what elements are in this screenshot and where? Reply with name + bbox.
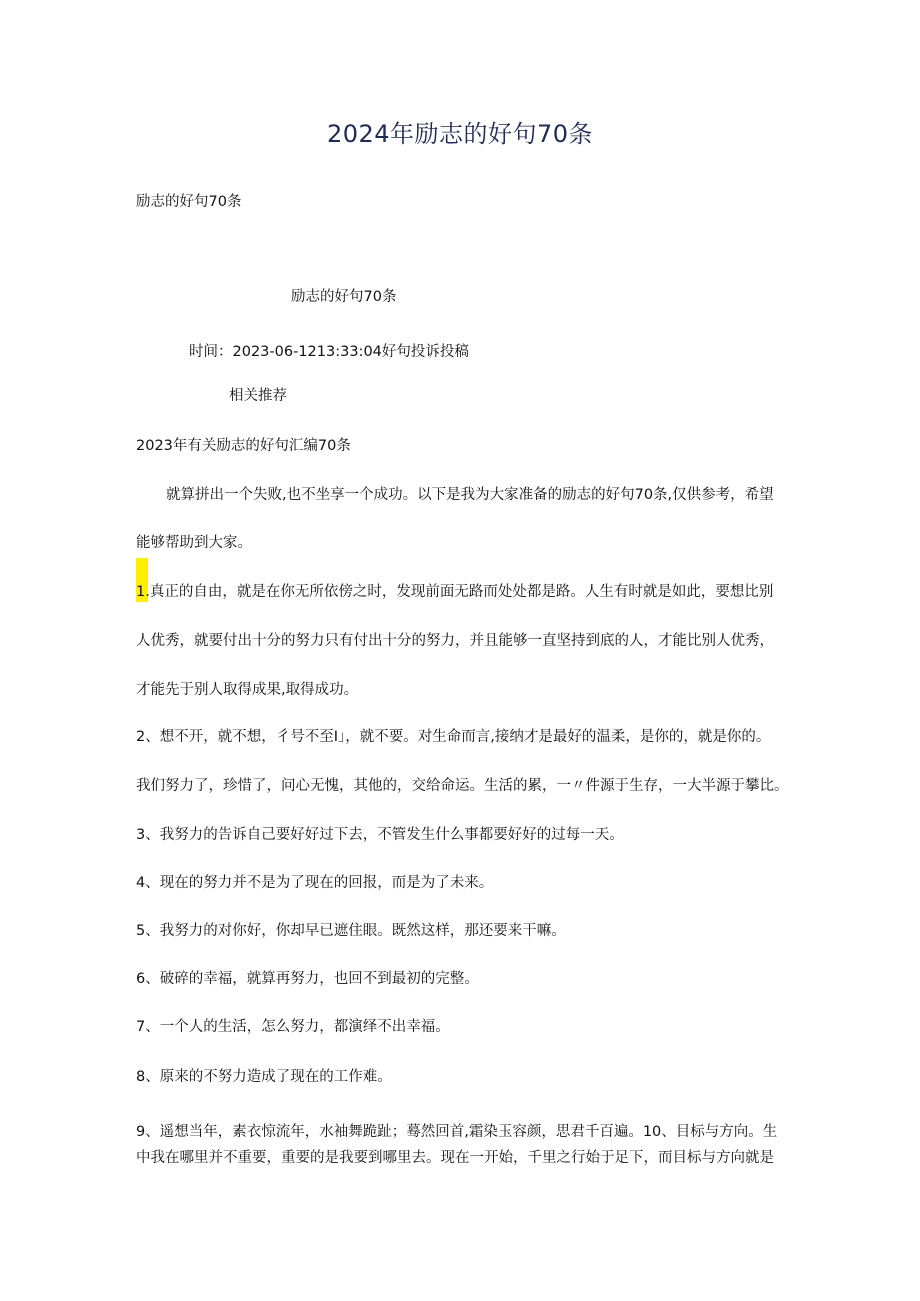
sub-title: 励志的好句70条: [291, 289, 397, 305]
header-line: 励志的好句70条: [136, 194, 242, 210]
item-5: 5、我努力的对你好，你却早已遮住眼。既然这样，那还要来干嘛。: [136, 923, 566, 939]
item-4: 4、现在的努力并不是为了现在的回报，而是为了未来。: [136, 875, 494, 891]
related-label: 相关推荐: [229, 388, 287, 404]
item-3: 3、我努力的告诉自己要好好过下去，不管发生什么事都要好好的过每一天。: [136, 827, 624, 843]
meta-line: 时间：2023-06-1213:33:04好句投诉投稿: [189, 344, 469, 360]
intro-line-2: 能够帮助到大家。: [136, 535, 252, 551]
item-1-line-3: 才能先于别人取得成果,取得成功。: [136, 682, 359, 698]
item-6: 6、破碎的幸福，就算再努力，也回不到最初的完整。: [136, 971, 479, 987]
item-1-line-1: 1.真正的自由，就是在你无所依傍之时，发现前面无路而处处都是路。人生有时就是如此，要想比别: [136, 584, 774, 600]
item-8: 8、原来的不努力造成了现在的工作难。: [136, 1069, 392, 1085]
item-7: 7、一个人的生活，怎么努力，都演绎不出幸福。: [136, 1019, 450, 1035]
section-title: 2023年有关励志的好句汇编70条: [136, 438, 351, 454]
item-2-line-2: 我们努力了，珍惜了，问心无愧，其他的，交给命运。生活的累，一〃件源于生存，一大半源于攀比。: [136, 778, 789, 794]
item-1-line-2: 人优秀，就要付出十分的努力只有付出十分的努力，并且能够一直坚持到底的人，才能比别人优秀，: [136, 633, 774, 649]
item-9-line-1: 9、遥想当年，素衣惊流年，水袖舞跪趾；蓦然回首,霜染玉容颜，思君千百遍。10、目标与方向。生: [136, 1124, 778, 1140]
item-9-line-2: 中我在哪里并不重要，重要的是我要到哪里去。现在一开始，千里之行始于足下，而目标与方向就是: [136, 1150, 774, 1166]
document-title: 2024年励志的好句70条: [326, 120, 594, 148]
intro-line-1: 就算拼出一个失败,也不坐享一个成功。以下是我为大家准备的励志的好句70条,仅供参考，希望: [166, 487, 774, 503]
item-2-line-1: 2、想不开，就不想，彳号不至I」，就不要。对生命而言,接纳才是最好的温柔，是你的，就是你的。: [136, 729, 771, 745]
